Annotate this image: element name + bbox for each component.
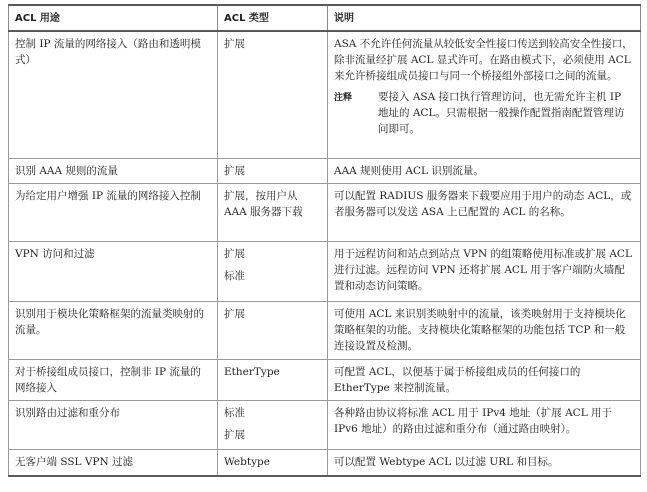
cell-description: 可使用 ACL 来识别类映射中的流量，该类映射用于支持模块化策略框架的功能。支持模块化策略框架的功能包括 TCP 和一般连接设置及检测。 bbox=[328, 302, 641, 360]
cell-type bbox=[218, 450, 328, 477]
type-value: 扩展 bbox=[224, 38, 245, 50]
table-header-row bbox=[9, 5, 641, 31]
cell-use: 识别 AAA 规则的流量 bbox=[9, 159, 218, 184]
table-row bbox=[9, 401, 641, 450]
type-value: 扩展 bbox=[224, 248, 245, 260]
cell-description bbox=[328, 31, 641, 159]
cell-use: VPN 访问和过滤 bbox=[9, 242, 218, 302]
cell-type bbox=[218, 159, 328, 184]
cell-description: 可配置 ACL，以便基于属于桥接组成员的任何接口的 EtherType 来控制流量。 bbox=[328, 360, 641, 401]
type-value: 扩展 bbox=[224, 165, 245, 177]
cell-description: 用于远程访问和站点到站点 VPN 的组策略使用标准或扩展 ACL 进行过滤。远程访问 VPN 还将扩展 ACL 用于客户端防火墙配置和动态访问策略。 bbox=[328, 242, 641, 302]
cell-use: 无客户端 SSL VPN 过滤 bbox=[9, 450, 218, 477]
cell-type bbox=[218, 184, 328, 242]
type-value: 扩展 bbox=[224, 429, 245, 441]
acl-usage-table bbox=[8, 4, 641, 477]
note-block bbox=[334, 89, 634, 137]
cell-use: 控制 IP 流量的网络接入（路由和透明模式） bbox=[9, 31, 218, 159]
cell-description: AAA 规则使用 ACL 识别流量。 bbox=[328, 159, 641, 184]
note-label: 注释 bbox=[334, 93, 353, 103]
note-text: 要接入 ASA 接口执行管理访问，也无需允许主机 IP 地址的 ACL。只需根据一般操作配置指南配置管理访问即可。 bbox=[378, 91, 625, 135]
cell-use: 对于桥接组成员接口，控制非 IP 流量的网络接入 bbox=[9, 360, 218, 401]
cell-type bbox=[218, 242, 328, 302]
table-row bbox=[9, 450, 641, 477]
header-acl-use: ACL 用途 bbox=[9, 5, 218, 31]
type-value: 扩展 bbox=[224, 308, 245, 320]
cell-description: 可以配置 Webtype ACL 以过滤 URL 和目标。 bbox=[328, 450, 641, 477]
type-value: EtherType bbox=[224, 366, 280, 378]
cell-type bbox=[218, 31, 328, 159]
type-value: 标准 bbox=[224, 407, 245, 419]
cell-type bbox=[218, 401, 328, 450]
header-acl-type: ACL 类型 bbox=[218, 5, 328, 31]
type-value: 扩展，按用户从 AAA 服务器下载 bbox=[224, 190, 303, 218]
type-value: 标准 bbox=[224, 270, 245, 282]
cell-type bbox=[218, 302, 328, 360]
cell-use: 识别路由过滤和重分布 bbox=[9, 401, 218, 450]
description-text: ASA 不允许任何流量从较低安全性接口传送到较高安全性接口，除非流量经扩展 ACL 显式许可。在路由模式下，必须使用 ACL 来允许桥接组成员接口与同一个桥接组外部接口之间的流量。 bbox=[334, 38, 633, 82]
table-row bbox=[9, 302, 641, 360]
header-description: 说明 bbox=[328, 5, 641, 31]
table-row bbox=[9, 159, 641, 184]
table-row bbox=[9, 360, 641, 401]
cell-use: 识别用于模块化策略框架的流量类映射的流量。 bbox=[9, 302, 218, 360]
table-row bbox=[9, 184, 641, 242]
table-row bbox=[9, 31, 641, 159]
cell-description: 各种路由协议将标准 ACL 用于 IPv4 地址（扩展 ACL 用于 IPv6 地址）的路由过滤和重分布（通过路由映射）。 bbox=[328, 401, 641, 450]
type-value: Webtype bbox=[224, 456, 270, 468]
table-row bbox=[9, 242, 641, 302]
cell-use: 为给定用户增强 IP 流量的网络接入控制 bbox=[9, 184, 218, 242]
cell-type bbox=[218, 360, 328, 401]
cell-description: 可以配置 RADIUS 服务器来下载要应用于用户的动态 ACL，或者服务器可以发送 ASA 上已配置的 ACL 的名称。 bbox=[328, 184, 641, 242]
